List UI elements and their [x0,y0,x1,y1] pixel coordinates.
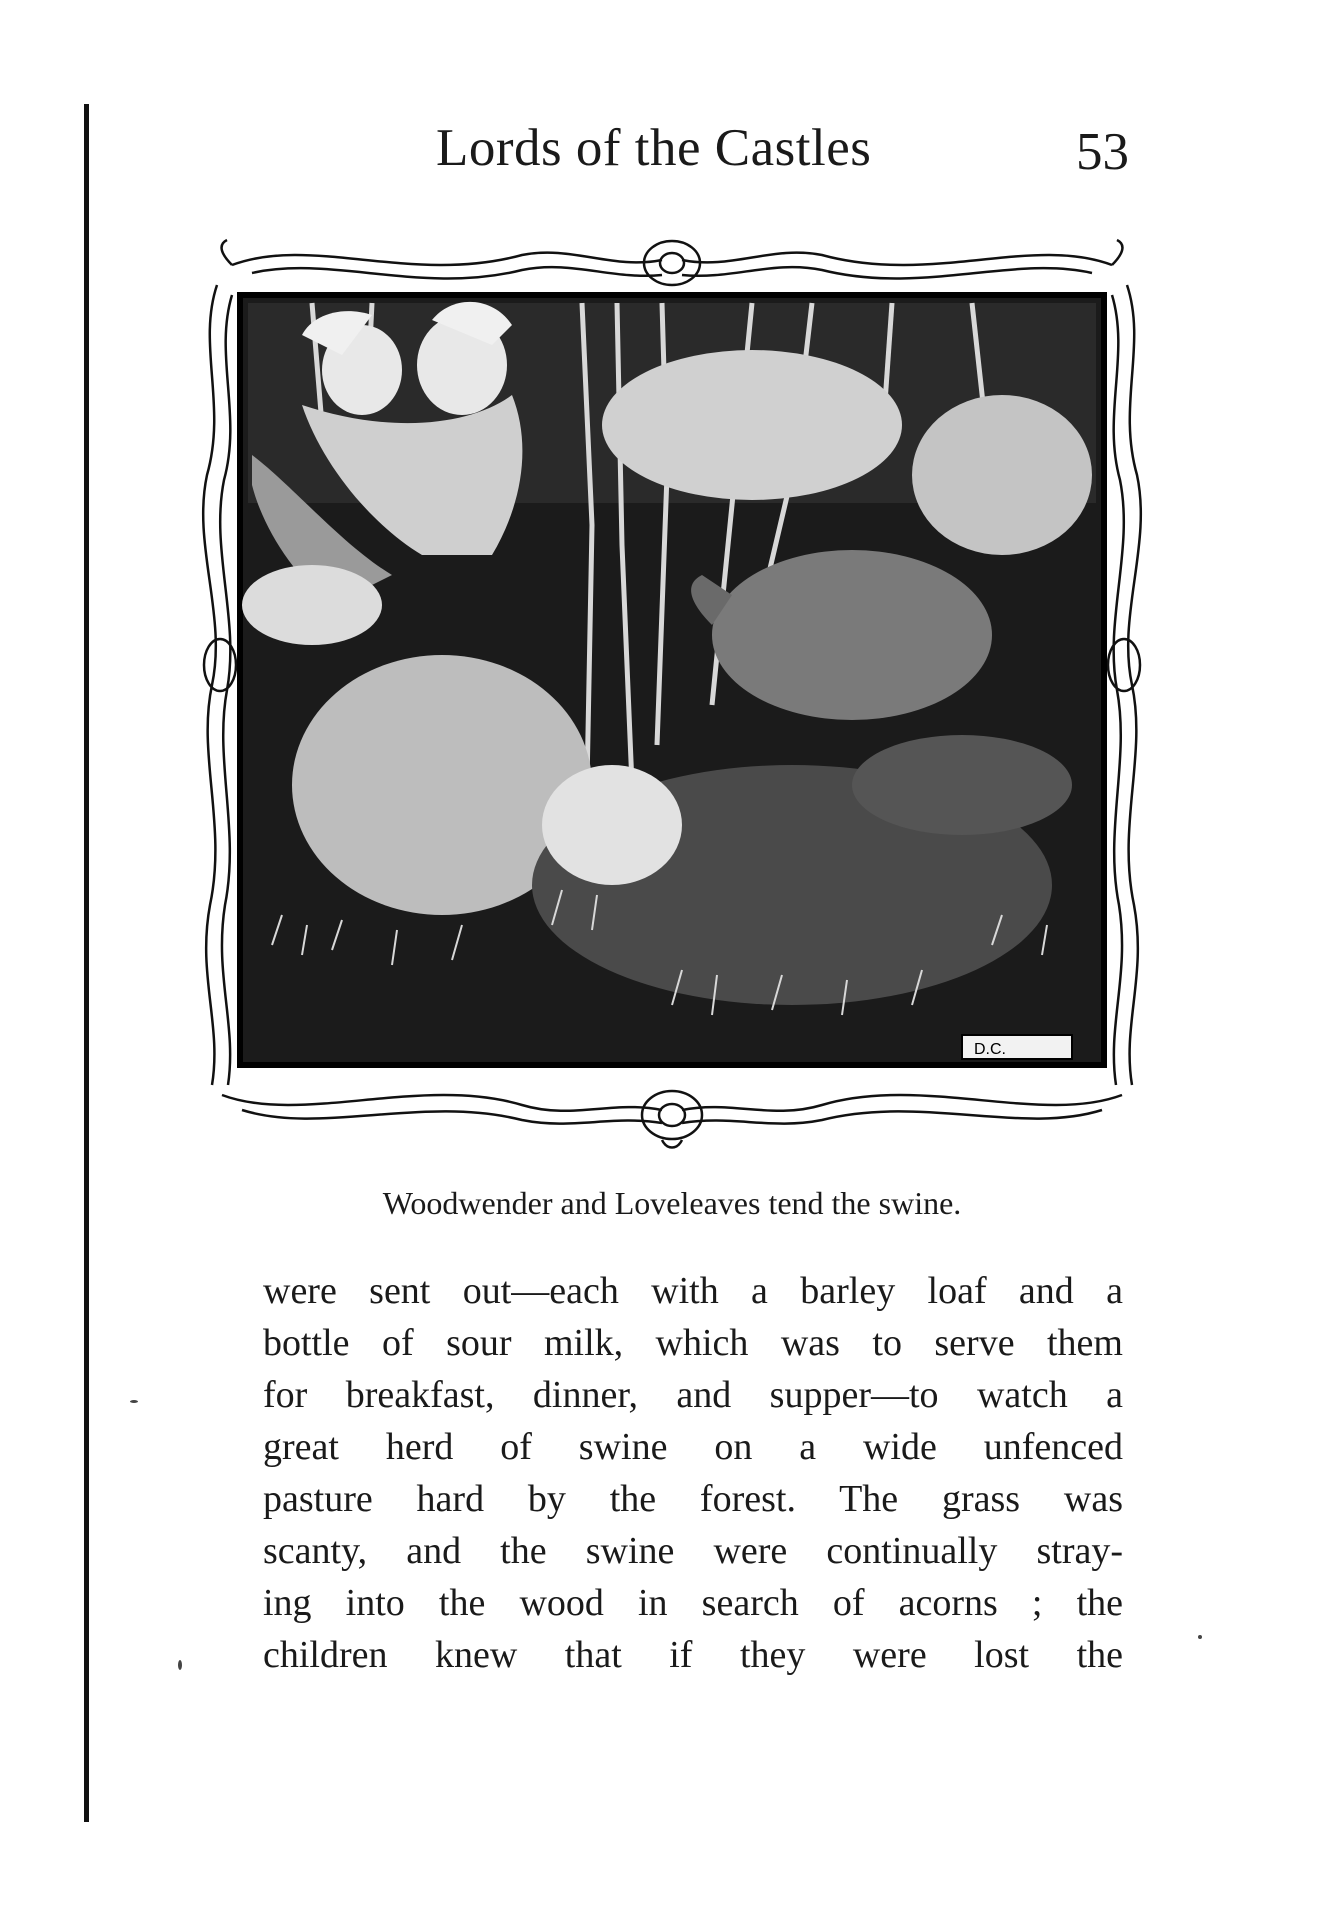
body-line: scanty, and the swine were continually stray- [263,1530,1123,1572]
top-ornament [222,240,1123,285]
ink-speck [1198,1635,1202,1639]
body-line: great herd of swine on a wide unfenced [263,1426,1123,1468]
bottom-ornament [222,1091,1122,1148]
running-head [436,118,1136,188]
body-paragraph [263,1265,1123,1681]
body-line: ing into the wood in search of acorns ; the [263,1582,1123,1624]
ink-speck [130,1400,138,1403]
body-line: were sent out—each with a barley loaf and a [263,1270,1123,1312]
binding-edge-line [84,104,89,1822]
page-number: 53 [1076,123,1129,181]
illustration-figure [192,225,1152,1175]
body-line: for breakfast, dinner, and supper—to watch a [263,1374,1123,1416]
body-line: pasture hard by the forest. The grass was [263,1478,1123,1520]
figure-caption: Woodwender and Loveleaves tend the swine. [382,1185,962,1221]
artist-signature: D.C. [974,1041,1006,1058]
ink-speck [178,1660,182,1670]
body-line: children knew that if they were lost the [263,1634,1123,1676]
woodcut-illustration [192,225,1152,1175]
body-line: bottle of sour milk, which was to serve them [263,1322,1123,1364]
running-title: Lords of the Castles [436,119,872,177]
